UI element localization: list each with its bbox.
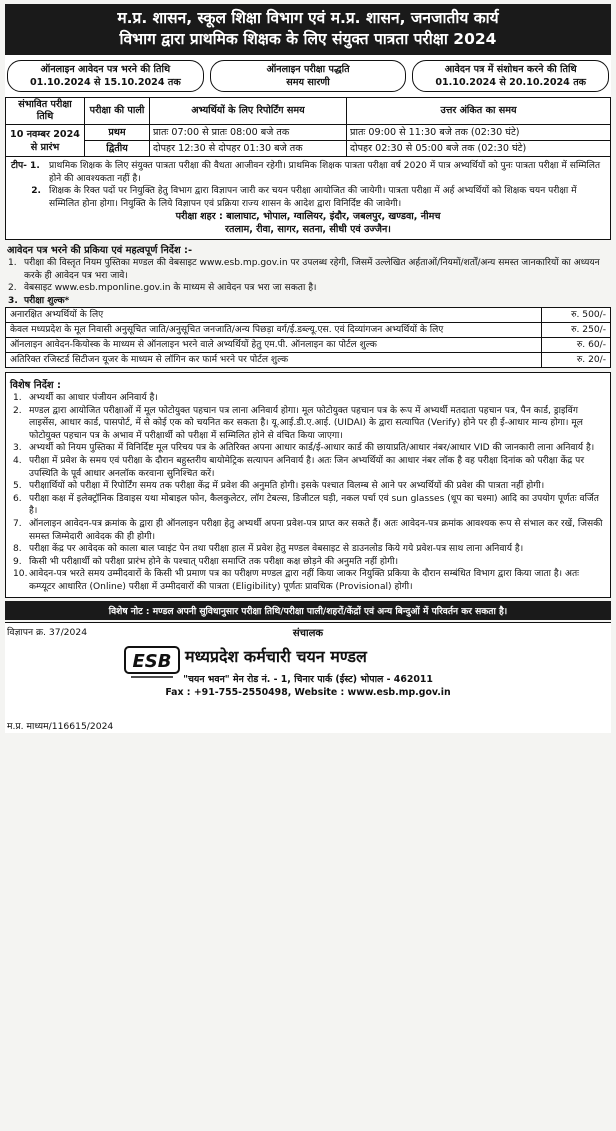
- notice-title: [5, 4, 611, 55]
- exam-cities-line-1: परीक्षा शहर : बालाघाट, भोपाल, ग्वालियर, इंदौर, जबलपुर, खण्डवा, नीमच: [175, 211, 441, 222]
- table-row: [6, 141, 611, 157]
- schedule-header: परीक्षा की पाली: [85, 98, 150, 125]
- list-item: 2. मण्डल द्वारा आयोजित परीक्षाओं में मूल फोटोयुक्त पहचान पत्र लाना अनिवार्य होगा। मूल फोटोयुक्त पहचान पत्र के रूप में अभ्यर्थी मतदाता पहचान पत्र, पैन कार्ड, ड्राइविंग लाइसेंस, आधार कार्ड, पासपोर्ट, में से कोई एक को चयनित कर सकता है। यू.आई.डी.ए.आई. (UIDAI) के द्वारा सत्यापित (Verify) होने पर ही ई-आधार मान्य होगा। मूल फोटोयुक्त पहचान पत्र के अभाव में परीक्षार्थी को परीक्षा में सम्मिलित होने से वंचित किया जाएगा।: [13, 405, 583, 441]
- special-heading: विशेष निर्देश :: [10, 380, 61, 391]
- date-boxes: [5, 55, 611, 97]
- fee-amount: रु. 60/-: [542, 338, 611, 353]
- address: "चयन भवन" मेन रोड नं. - 1, चिनार पार्क (ईस्ट) भोपाल - 462011: [183, 673, 433, 685]
- reporting-time-cell: दोपहर 12:30 से दोपहर 01:30 बजे तक: [150, 141, 347, 157]
- schedule-header: संभावित परीक्षा तिथि: [6, 98, 85, 125]
- contact: Fax : +91-755-2550498, Website : www.esb.mp.gov.in: [165, 686, 451, 698]
- answer-time-cell: प्रातः 09:00 से 11:30 बजे तक (02:30 घंटे): [347, 125, 611, 141]
- list-item: 1. अभ्यर्थी का आधार पंजीयन अनिवार्य है।: [13, 393, 158, 403]
- reporting-time-cell: प्रातः 07:00 से प्रातः 08:00 बजे तक: [150, 125, 347, 141]
- note-1: प्राथमिक शिक्षक के लिए संयुक्त पात्रता परीक्षा की वैधता आजीवन रहेगी। प्राथमिक शिक्षक पात्रता परीक्षा वर्ष 2020 में पात्र अभ्यर्थियों को पुनः पात्रता परीक्षा में सम्मिलित होने की आवश्यकता नहीं है।: [49, 161, 601, 184]
- table-row: [6, 308, 611, 323]
- footer: [5, 622, 611, 733]
- schedule-header: अभ्यर्थियों के लिए रिपोर्टिंग समय: [150, 98, 347, 125]
- list-item: 3. परीक्षा शुल्क*: [8, 295, 70, 306]
- table-row: [6, 125, 611, 141]
- advertisement-number: विज्ञापन क्र. 37/2024: [7, 626, 88, 638]
- fee-amount: रु. 20/-: [542, 353, 611, 368]
- fee-label: अनारक्षित अभ्यर्थियों के लिए: [6, 308, 542, 323]
- list-item: 10. आवेदन-पत्र भरते समय उम्मीदवारों के किसी भी प्रमाण पत्र का परीक्षण मण्डल द्वारा नहीं किया जाकर नियुक्ति प्रकिया के दौरान सम्बंधित विभाग द्वारा किया जाता है। अतः कम्प्यूटर आधारित (Online) परीक्षा में उम्मीदवारों की पात्रता (Eligibility) पूर्णतः प्रावधिक (Provisional) होगी।: [13, 569, 579, 592]
- address-block: [5, 673, 611, 699]
- application-date-box: [7, 60, 204, 92]
- schedule-table: [5, 97, 611, 157]
- table-row: [6, 353, 611, 368]
- fee-amount: रु. 250/-: [542, 323, 611, 338]
- date-box-label: ऑनलाइन आवेदन पत्र भरने की तिथि: [40, 64, 171, 75]
- shift-cell: द्वितीय: [85, 141, 150, 157]
- fee-label: ऑनलाइन आवेदन-कियोस्क के माध्यम से ऑनलाइन भरने वाले अभ्यर्थियों हेतु एम.पी. ऑनलाइन का पोर्टल शुल्क: [6, 338, 542, 353]
- fee-amount: रु. 500/-: [542, 308, 611, 323]
- fee-label: केवल मध्यप्रदेश के मूल निवासी अनुसूचित जाति/अनुसूचित जनजाति/अन्य पिछड़ा वर्ग/ई.डब्ल्यू.एस. एवं दिव्यांगजन अभ्यर्थियों के लिए: [6, 323, 542, 338]
- advertisement-page: [5, 4, 611, 733]
- fee-label: अतिरिक्त रजिस्टर्ड सिटीजन यूजर के माध्यम से लॉगिन कर फार्म भरने पर पोर्टल शुल्क: [6, 353, 542, 368]
- correction-date-box: [412, 60, 609, 92]
- notes-section: [5, 157, 611, 240]
- list-item: 2. वेबसाइट www.esb.mponline.gov.in के माध्यम से आवेदन पत्र भरा जा सकता है।: [8, 283, 317, 293]
- schedule-header: उत्तर अंकित का समय: [347, 98, 611, 125]
- exam-date-cell: 10 नवम्बर 2024 से प्रारंभ: [6, 125, 85, 157]
- special-instructions: [5, 372, 611, 598]
- date-box-label: ऑनलाइन परीक्षा पद्धति: [266, 64, 350, 75]
- list-item: 5. परीक्षार्थियों को परीक्षा में रिपोर्टिंग समय तक परीक्षा केंद्र में प्रवेश की अनुमति होगी। इसके पश्चात विलम्ब से आने पर अभ्यर्थियों की प्रवेश की पात्रता नहीं होगी।: [13, 481, 545, 492]
- process-heading: आवेदन पत्र भरने की प्रकिया एवं महत्वपूर्ण निर्देश :-: [7, 245, 193, 256]
- list-item: 3. अभ्यर्थी को नियम पुस्तिका में विनिर्दिष्ट मूल परिचय पत्र के अतिरिक्त अपना आधार कार्ड/ई-आधार कार्ड की छायाप्रति/आधार नंबर/आधार VID की जानकारी लाना अनिवार्य है।: [13, 443, 595, 454]
- list-item: 7. ऑनलाइन आवेदन-पत्र क्रमांक के द्वारा ही ऑनलाइन परीक्षा हेतु अभ्यर्थी अपना प्रवेश-पत्र प्राप्त कर सकते हैं। अतः आवेदन-पत्र क्रमांक आवश्यक रूप से संभाल कर रखें, जिसकी समस्त जिम्मेदारी आवेदक की ही होगी।: [13, 518, 603, 542]
- table-row: [6, 338, 611, 353]
- shift-cell: प्रथम: [85, 125, 150, 141]
- list-item: 1. परीक्षा की विस्तृत नियम पुस्तिका मण्डल की वेबसाइट www.esb.mp.gov.in पर उपलब्ध रहेगी, जिसमें उल्लेखित अर्हताओं/नियमों/शर्तों/अन्य समस्त जानकारियों का अध्ययन करके ही आवेदन पत्र भरा जावे।: [8, 258, 600, 281]
- note-label: टीप- 1.: [11, 161, 40, 171]
- date-box-label: आवेदन पत्र में संशोधन करने की तिथि: [444, 64, 577, 75]
- title-line-1: म.प्र. शासन, स्कूल शिक्षा विभाग एवं म.प्र. शासन, जनजातीय कार्य: [117, 9, 499, 27]
- director-label: संचालक: [292, 627, 324, 639]
- note-label: 2.: [31, 186, 41, 196]
- date-box-value: 01.10.2024 से 20.10.2024 तक: [435, 77, 587, 88]
- logo-text: ESB: [132, 650, 172, 672]
- table-row: [6, 323, 611, 338]
- answer-time-cell: दोपहर 02:30 से 05:00 बजे तक (02:30 घंटे): [347, 141, 611, 157]
- list-item: 9. किसी भी परीक्षार्थी को परीक्षा प्रारंभ होने के पश्चात् परीक्षा समाप्ति तक परीक्षा कक्ष छोड़ने की अनुमति नहीं होगी।: [13, 556, 399, 567]
- reference-number: म.प्र. माध्यम/116615/2024: [7, 720, 114, 732]
- organization-name: मध्यप्रदेश कर्मचारी चयन मण्डल: [185, 646, 367, 666]
- date-box-value: 01.10.2024 से 15.10.2024 तक: [29, 77, 181, 88]
- fees-table: [5, 307, 611, 368]
- date-box-value: समय सारणी: [286, 77, 330, 88]
- special-note-banner: विशेष नोट : मण्डल अपनी सुविधानुसार परीक्षा तिथि/परीक्षा पाली/शहरों/केंद्रों एवं अन्य बिन्दुओं में परिवर्तन कर सकता है।: [5, 601, 611, 620]
- exam-mode-box: [210, 60, 407, 92]
- exam-cities-line-2: रतलाम, रीवा, सागर, सतना, सीधी एवं उज्जैन।: [225, 224, 391, 235]
- note-2: शिक्षक के रिक्त पदों पर नियुक्ति हेतु विभाग द्वारा विज्ञापन जारी कर चयन परीक्षा आयोजित की जायेगी। पात्रता परीक्षा में अर्ह अभ्यर्थियों को शिक्षक चयन परीक्षा में सम्मिलित होना होगा। नियुक्ति के लिये विज्ञापन एवं प्रक्रिया राज्य शासन के आदेश द्वारा विनिर्दिष्ट की जावेगी।: [49, 186, 577, 209]
- list-item: 8. परीक्षा केंद्र पर आवेदक को काला बाल प्वाइंट पेन तथा परीक्षा हाल में प्रवेश हेतु मण्डल वेबसाइट से डाउनलोड किये गये प्रवेश-पत्र साथ लाना अनिवार्य है।: [13, 544, 524, 555]
- list-item: 4. परीक्षा में प्रवेश के समय एवं परीक्षा के दौरान बहुस्तरीय बायोमेट्रिक सत्यापन अनिवार्य है। अतः जिन अभ्यर्थियों का आधार नंबर लॉक है वह परीक्षा दिनांक को परीक्षा केंद्र पर उपस्थिति के पूर्व आधार अनलॉक करवाना सुनिश्चित करें।: [13, 455, 585, 479]
- title-line-2: विभाग द्वारा प्राथमिक शिक्षक के लिए संयुक्त पात्रता परीक्षा 2024: [119, 30, 497, 48]
- list-item: 6. परीक्षा कक्ष में इलेक्ट्रॉनिक डिवाइस यथा मोबाइल फोन, कैलकुलेटर, लॉग टेबल्स, डिजीटल घड़ी, नकल पर्चा एवं sun glasses (धूप का चश्मा) आदि का उपयोग पूर्णतः वर्जित है।: [13, 493, 599, 517]
